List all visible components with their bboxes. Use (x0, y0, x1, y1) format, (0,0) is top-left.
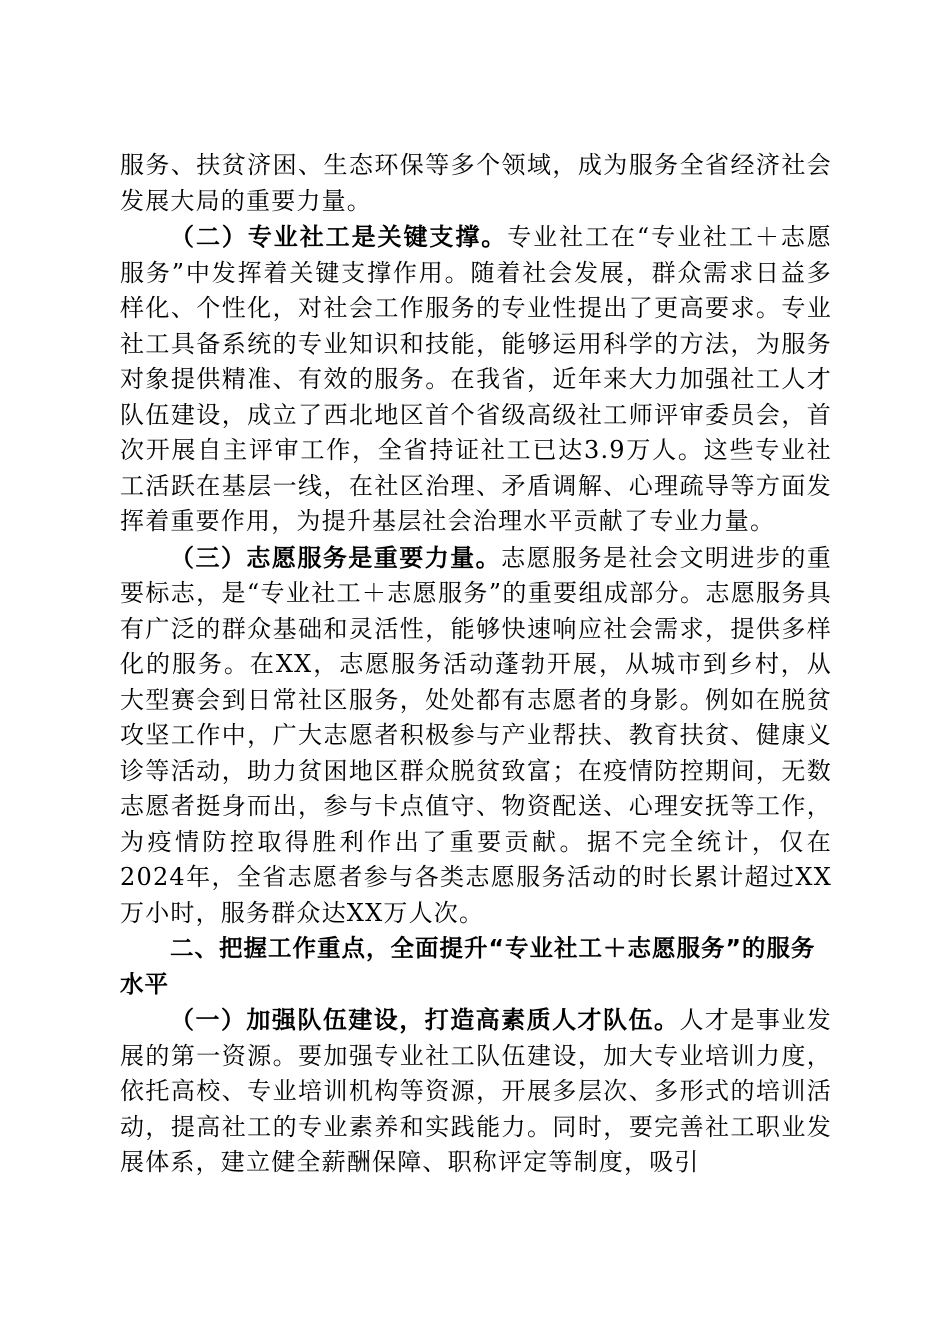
paragraph-team-building (120, 1002, 832, 1181)
section-heading: 二、把握工作重点，全面提升“专业社工＋志愿服务”的服务水平 (120, 934, 816, 998)
paragraph-lead: （一）加强队伍建设，打造高素质人才队伍。 (170, 1005, 680, 1034)
paragraph-text: 人才是事业发展的第一资源。要加强专业社工队伍建设，加大专业培训力度，依托高校、专业培训机构等资源，开展多层次、多形式的培训活动，提高社工的专业素养和实践能力。同时，要完善社工职业发展体系，建立健全薪酬保障、职称评定等制度，吸引 (120, 1006, 832, 1176)
paragraph-text: 专业社工在“专业社工＋志愿服务”中发挥着关键支撑作用。随着社会发展，群众需求日益多样化、个性化，对社会工作服务的专业性提出了更高要求。专业社工具备系统的专业知识和技能，能够运用科学的方法，为服务对象提供精准、有效的服务。在我省，近年来大力加强社工人才队伍建设，成立了西北地区首个省级高级社工师评审委员会，首次开展自主评审工作，全省持证社工已达3.9万人。这些专业社工活跃在基层一线，在社区治理、矛盾调解、心理疏导等方面发挥着重要作用，为提升基层社会治理水平贡献了专业力量。 (120, 223, 832, 535)
paragraph-lead: （三）志愿服务是重要力量。 (170, 542, 502, 572)
paragraph-volunteer-service (120, 540, 832, 932)
paragraph-continuation (120, 148, 832, 219)
paragraph-text: 服务、扶贫济困、生态环保等多个领域，成为服务全省经济社会发展大局的重要力量。 (120, 151, 832, 215)
paragraph-text: 志愿服务是社会文明进步的重要标志，是“专业社工＋志愿服务”的重要组成部分。志愿服务具有广泛的群众基础和灵活性，能够快速响应社会需求，提供多样化的服务。在XX，志愿服务活动蓬勃开展，从城市到乡村，从大型赛会到日常社区服务，处处都有志愿者的身影。例如在脱贫攻坚工作中，广大志愿者积极参与产业帮扶、教育扶贫、健康义诊等活动，助力贫困地区群众脱贫致富；在疫情防控期间，无数志愿者挺身而出，参与卡点值守、物资配送、心理安抚等工作，为疫情防控取得胜利作出了重要贡献。据不完全统计，仅在2024年，全省志愿者参与各类志愿服务活动的时长累计超过XX万小时，服务群众达XX万人次。 (120, 543, 832, 927)
document-page (120, 148, 832, 1181)
paragraph-social-workers (120, 219, 832, 540)
paragraph-lead: （二）专业社工是关键支撑。 (170, 222, 508, 251)
